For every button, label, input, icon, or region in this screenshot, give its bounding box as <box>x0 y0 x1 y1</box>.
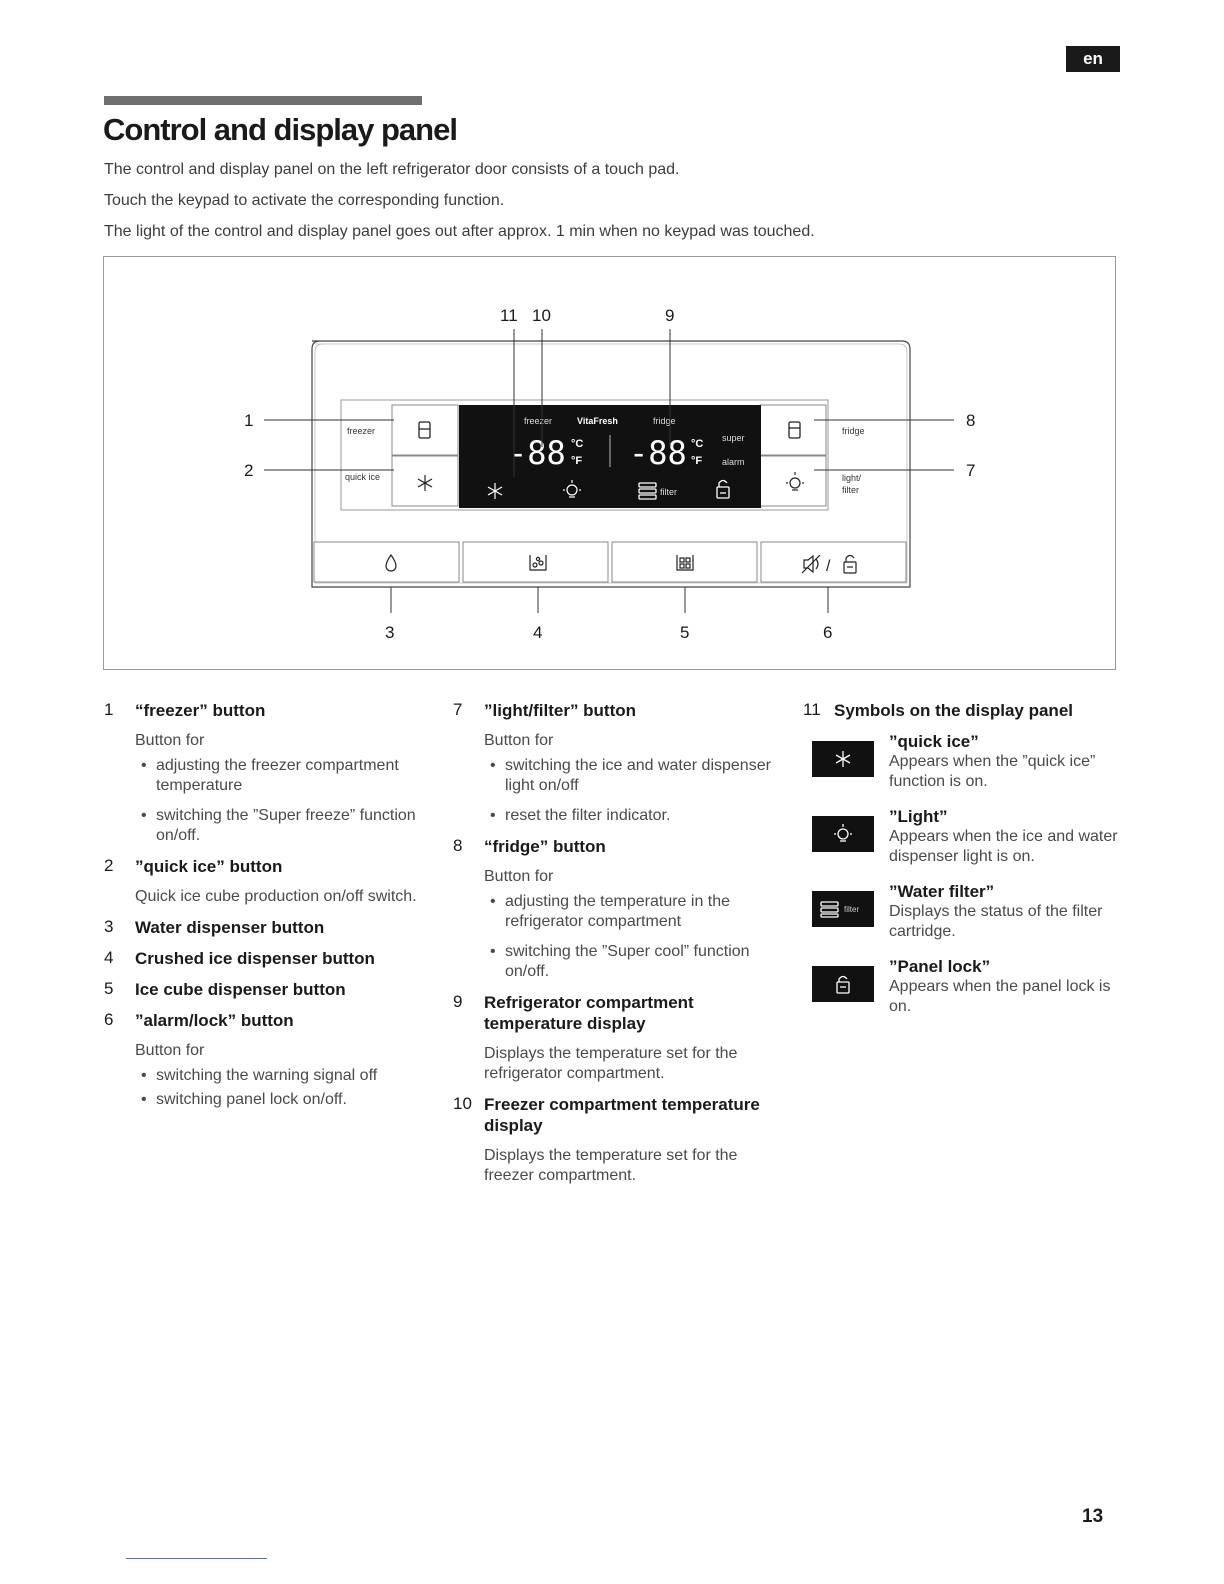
legend-item <box>453 836 773 982</box>
item-description: Displays the temperature set for the freezer compartment. <box>484 1147 738 1184</box>
item-number: 6 <box>104 1010 114 1029</box>
alarm-lock-separator: / <box>826 558 831 575</box>
item-description: Button for <box>484 732 554 749</box>
freezer-deg-f: °F <box>571 455 583 467</box>
item-title: Symbols on the display panel <box>834 701 1073 720</box>
bullet-item: • switching panel lock on/off. <box>135 1090 424 1110</box>
bullet-list <box>484 756 773 826</box>
item-number: 9 <box>453 992 463 1011</box>
crushed-ice-button-frame <box>463 542 608 582</box>
callout-9: 9 <box>665 306 675 325</box>
symbol-entry <box>812 806 1123 872</box>
callout-7: 7 <box>966 461 976 480</box>
symbol-entry <box>812 956 1123 1022</box>
intro-paragraph: Touch the keypad to activate the corresponding function. <box>104 192 505 209</box>
legend-item <box>104 700 424 846</box>
symbol-text <box>889 806 1119 867</box>
symbol-description: Displays the status of the filter cartridge. <box>889 903 1103 940</box>
display-freezer-label: freezer <box>524 416 553 426</box>
legend-item <box>104 856 424 907</box>
bullet-item: • switching the ice and water dispenser light on/off <box>484 756 773 796</box>
legend-item <box>453 992 773 1084</box>
footer-line <box>126 1558 267 1559</box>
control-panel-figure <box>103 256 1116 670</box>
fridge-deg-f: °F <box>691 455 703 467</box>
legend-item <box>104 1010 424 1110</box>
bullet-item: • adjusting the freezer compartment temperature <box>135 756 424 796</box>
display-vitafresh-label: VitaFresh <box>577 416 618 426</box>
legend-item <box>453 700 773 826</box>
title-rule <box>104 96 422 105</box>
legend-column-1 <box>104 700 424 1120</box>
freezer-deg-c: °C <box>571 438 584 450</box>
symbol-title: ”Water filter” <box>889 882 995 901</box>
item-title: Freezer compartment temperature display <box>484 1095 760 1135</box>
fridge-deg-c: °C <box>691 438 704 450</box>
freezer-label: freezer <box>347 426 376 436</box>
callout-4: 4 <box>533 623 543 642</box>
item-number: 10 <box>453 1094 472 1113</box>
bullet-item: • adjusting the temperature in the refrigerator compartment <box>484 892 773 932</box>
filter-icon <box>812 891 874 927</box>
item-description: Button for <box>484 868 554 885</box>
callout-3: 3 <box>385 623 395 642</box>
item-number: 5 <box>104 979 114 998</box>
symbol-entry <box>812 731 1123 797</box>
legend-item <box>104 917 424 938</box>
item-title: ”quick ice” button <box>135 857 283 876</box>
fridge-button-frame <box>760 405 826 455</box>
symbol-title: ”Panel lock” <box>889 957 991 976</box>
item-number: 2 <box>104 856 114 875</box>
freezer-temp-digits: -88 <box>508 434 566 472</box>
bullet-item: • switching the ”Super cool” function on/off. <box>484 942 773 982</box>
legend-item <box>104 979 424 1000</box>
symbol-description: Appears when the panel lock is on. <box>889 978 1111 1015</box>
item-description: Button for <box>135 1042 205 1059</box>
display-alarm-label: alarm <box>722 457 745 467</box>
display-fridge-label: fridge <box>653 416 676 426</box>
item-description: Quick ice cube production on/off switch. <box>135 888 417 905</box>
page-title: Control and display panel <box>103 112 457 147</box>
symbol-entry <box>812 881 1123 947</box>
callout-8: 8 <box>966 411 976 430</box>
symbol-text <box>889 731 1119 792</box>
item-title: ”alarm/lock” button <box>135 1011 294 1030</box>
legend-column-3 <box>803 700 1123 1031</box>
item-number: 7 <box>453 700 463 719</box>
bullet-item: • reset the filter indicator. <box>484 806 773 826</box>
intro-paragraph: The light of the control and display panel goes out after approx. 1 min when no keypad was touched. <box>104 223 815 240</box>
item-number: 1 <box>104 700 114 719</box>
symbol-title: ”quick ice” <box>889 732 979 751</box>
quick-ice-label: quick ice <box>345 472 381 482</box>
light-bulb-icon <box>812 816 874 852</box>
callout-10: 10 <box>532 306 551 325</box>
display-super-label: super <box>722 433 745 443</box>
bullet-list <box>135 1066 424 1110</box>
legend-item <box>104 948 424 969</box>
item-number: 3 <box>104 917 114 936</box>
fridge-temp-digits: -88 <box>629 434 687 472</box>
item-number: 11 <box>803 700 821 719</box>
legend-item <box>803 700 1123 721</box>
item-title: Water dispenser button <box>135 918 325 937</box>
filter-label: filter <box>842 485 860 495</box>
light-button-frame <box>760 456 826 506</box>
legend-item <box>453 1094 773 1186</box>
item-title: “fridge” button <box>484 837 606 856</box>
callout-2: 2 <box>244 461 254 480</box>
item-title: Crushed ice dispenser button <box>135 949 375 968</box>
callout-5: 5 <box>680 623 690 642</box>
item-title: “freezer” button <box>135 701 266 720</box>
language-badge: en <box>1066 46 1120 72</box>
item-description: Displays the temperature set for the refrigerator compartment. <box>484 1045 738 1082</box>
snowflake-icon <box>812 741 874 777</box>
item-description: Button for <box>135 732 205 749</box>
padlock-icon <box>812 966 874 1002</box>
symbol-description: Appears when the ”quick ice” function is on. <box>889 753 1096 790</box>
callout-11: 11 <box>500 306 518 325</box>
bullet-item: • switching the warning signal off <box>135 1066 424 1086</box>
page-number: 13 <box>1082 1506 1104 1527</box>
alarm-lock-button-frame <box>761 542 906 582</box>
freezer-button-frame <box>392 405 458 455</box>
item-number: 4 <box>104 948 114 967</box>
light-label: light/ <box>842 473 862 483</box>
fridge-label: fridge <box>842 426 865 436</box>
item-title: Ice cube dispenser button <box>135 980 346 999</box>
intro-text <box>104 160 1114 253</box>
legend-column-2 <box>453 700 773 1196</box>
symbol-title: ”Light” <box>889 807 948 826</box>
filter-icon-label: filter <box>844 904 860 914</box>
display-filter-label: filter <box>660 487 678 497</box>
callout-6: 6 <box>823 623 833 642</box>
intro-paragraph: The control and display panel on the left refrigerator door consists of a touch pad. <box>104 161 680 178</box>
symbol-description: Appears when the ice and water dispenser light is on. <box>889 828 1118 865</box>
callout-1: 1 <box>244 411 254 430</box>
bullet-list <box>135 756 424 846</box>
item-title: Refrigerator compartment temperature display <box>484 993 694 1033</box>
item-number: 8 <box>453 836 463 855</box>
bullet-list <box>484 892 773 982</box>
symbol-text <box>889 956 1119 1017</box>
bullet-item: • switching the ”Super freeze” function on/off. <box>135 806 424 846</box>
item-title: ”light/filter” button <box>484 701 637 720</box>
symbol-text <box>889 881 1119 942</box>
